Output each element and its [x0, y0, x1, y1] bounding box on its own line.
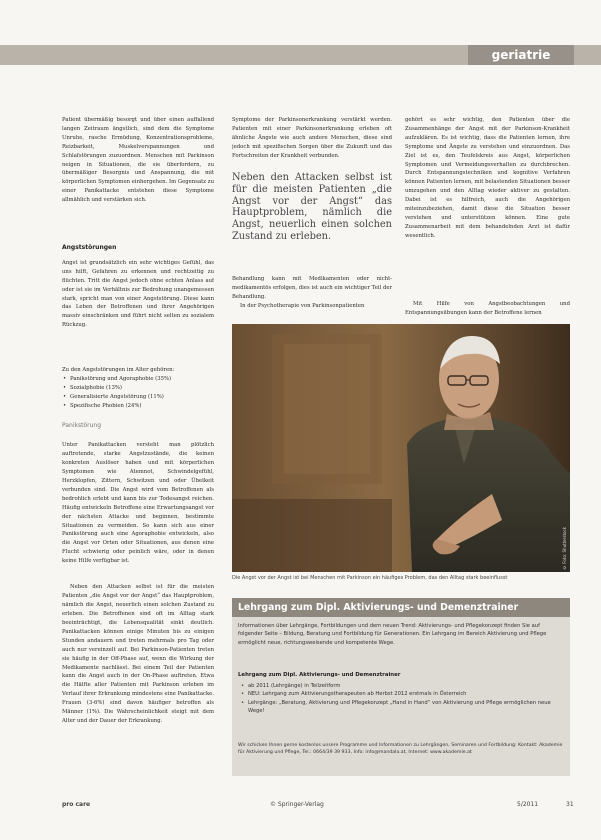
list-item: • Spezifische Phobien (24%) [70, 402, 214, 411]
paragraph-panik: Unter Panikattacken versteht man plötzlich auftretende, starke Angstzustände, die keinen konkreten Auslöser haben und mit körperlichen Symptomen wie Atemnot, Schwindelgefühl, Herzklopfen, Zittern, Schwitzen und oder Übelkeit verbunden sind. Die Angst wird vom Betroffenen als bedrohlich erlebt und kann bis zur Todesangst reichen. Häufig entwickeln Betroffene eine Erwartungsangst vor der nächsten Attacke und beginnen, bestimmte Situationen zu vermeiden. So kann sich aus einer Panikstörung auch eine Agoraphobie entwickeln, also die Angst vor Orten oder Situationen, aus denen eine Flucht schwierig oder peinlich wäre, oder in denen keine Hilfe verfügbar ist. [62, 442, 214, 565]
column-2-paragraph: Behandlung kann mit Medikamenten oder nicht-medikamentös erfolgen, dies ist auch ein wichtiger Teil der Behandlung. [232, 276, 392, 300]
anxiety-list [62, 375, 214, 411]
pull-quote: Neben den Attacken selbst ist für die meisten Patienten „die Angst vor der Angst“ das Hauptproblem, nämlich die Angst, neuerlich einen solchen Zustand zu erleben. [232, 172, 392, 242]
list-intro: Zu den Angststörungen im Alter gehören: [62, 366, 175, 373]
info-box-subtitle: Lehrgang zum Dipl. Aktivierungs- und Demenztrainer [238, 672, 401, 678]
info-box-item: • ab 2011 (Lehrgänge) in Teilzeitform [248, 682, 564, 690]
info-box-list [238, 682, 564, 716]
man-illustration [232, 324, 570, 572]
issue-number: 5/2011 [517, 801, 539, 808]
column-1 [62, 116, 214, 771]
paragraph-angst-vor-angst: Neben den Attacken selbst ist für die meisten Patienten „die Angst vor der Angst“ das Hauptproblem, nämlich die Angst, neuerlich einen solchen Zustand zu erleben. Die Betroffenen sind oft im Alltag stark beeinträchtigt, die Lebensqualität sinkt deutlich. Panikattacken können einige Minuten bis zu einigen Stunden andauern und treten mehrmals pro Tag oder auch nur vereinzelt auf. Bei Parkinson-Patienten treten sie häufig in der Off-Phase auf, wenn die Wirkung der Medikamente nachlässt. Bei einem Teil der Patienten kann die Angst auch in der On-Phase auftreten. Etwa die Hälfte aller Patienten mit Parkinson erleben im Verlauf ihrer Erkrankung mindestens eine Panikattacke. Frauen (3-6%) sind davon häufiger betroffen als Männer (1%). Die Wahrscheinlichkeit steigt mit dem Alter und der Dauer der Erkrankung. [62, 584, 214, 724]
heading-panikstoerung: Panikstörung [62, 422, 101, 430]
column-1-intro: Patient übermäßig besorgt und über einen auffallend langen Zeitraum ängstlich, sind dem die Symptome Unruhe, rasche Ermüdung, Konzentrationsprobleme, Reizbarkeit, Muskelverspannungen und Schlafstörungen zuzuordnen. Menschen mit Parkinson neigen in Situationen, die sie überfordern, zu übermäßiger Besorgnis und Anspannung, die mit körperlichen Symptomen einhergehen. Im Gegensatz zu einer Panikattacke entstehen diese Symptome allmählich und verstärken sich. [62, 117, 214, 204]
column-2-intro: Symptome der Parkinsonerkrankung verstärkt werden. Patienten mit einer Parkinsonerkrankung erleben oft ähnliche Ängste wie auch andere Menschen, diese sind jedoch mit spezifischen Sorgen über die Zukunft und das Fortschreiten der Krankheit verbunden. [232, 117, 392, 159]
column-3-paragraph: gehört es sehr wichtig, den Patienten über die Zusammenhänge der Angst mit der Parkinson-Krankheit aufzuklären. Es ist wichtig, dass die Patienten lernen, ihre Symptome und Ängste zu verstehen und einzuordnen. Das Ziel ist es, den Teufelskreis aus Angst, körperlichen Symptomen und Vermeidungsverhalten zu durchbrechen. Durch Entspannungstechniken und kognitive Verfahren können Patienten lernen, mit belastenden Situationen besser umzugehen und den Alltag wieder aktiver zu gestalten. Dabei ist es hilfreich, auch die Angehörigen miteinzubeziehen, damit diese die Situation besser verstehen und unterstützen können. Eine gute Zusammenarbeit mit dem behandelnden Arzt ist dafür wesentlich. [405, 117, 570, 239]
column-2-paragraph-end: In der Psychotherapie von Parkinsonpatienten [240, 303, 365, 309]
column-2 [232, 116, 392, 311]
column-3 [405, 116, 570, 318]
info-box-item: • Lehrgänge: „Beratung, Aktivierung und Pflegekonzept „Hand in Hand“ von Aktivierung und Pflege ermöglichen neue Wege! [248, 699, 564, 716]
publisher: © Springer-Verlag [270, 801, 324, 808]
paragraph-angst: Angst ist grundsätzlich ein sehr wichtiges Gefühl, das uns hilft, Gefahren zu erkennen und rechtzeitig zu flüchten. Tritt die Angst jedoch ohne echten Anlass auf oder ist sie im Verhältnis zur Bedrohung unangemessen stark, spricht man von einer Angststörung. Diese kann das Leben der Betroffenen und ihrer Angehörigen massiv einschränken und führt nicht selten zu sozialem Rückzug. [62, 259, 214, 329]
info-box-contact: Wir schicken Ihnen gerne kostenlos unsere Programme und Informationen zu Lehrgängen, Seminaren und Fortbildung: Kontakt: Akademie für Aktivierung und Pflege, Tel.: 0664/39 39 933, Info: info@mandalo.at, Internet: www.akademie.at [238, 743, 563, 755]
page-number: 31 [566, 801, 574, 808]
info-box-item: • NEU: Lehrgang zum Aktivierungstherapeuten ab Herbst 2012 erstmals in Österreich [248, 690, 564, 698]
photo-credit: © Foto: Shutterstock [562, 527, 567, 570]
man-photo [232, 324, 570, 572]
section-label: geriatrie [468, 45, 574, 65]
photo-caption: Die Angst vor der Angst ist bei Menschen mit Parkinson ein häufiges Problem, das den Alltag stark beeinflusst [232, 575, 508, 581]
column-3-paragraph-end: Mit Hilfe von Angstbeobachtungen und Entspannungsübungen kann der Betroffene lernen [405, 301, 570, 316]
journal-name: pro care [62, 801, 91, 808]
list-item: • Panikstörung und Agoraphobie (35%) [70, 375, 214, 384]
info-box-title: Lehrgang zum Dipl. Aktivierungs- und Demenztrainer [232, 598, 570, 617]
list-item: • Generalisierte Angststörung (11%) [70, 393, 214, 402]
list-item: • Sozialphobie (13%) [70, 384, 214, 393]
info-box-intro: Informationen über Lehrgänge, Fortbildungen und dem neuen Trend: Aktivierungs- und Pflegekonzept finden Sie auf folgender Seite – Bildung, Beratung und Fortbildung für Generationen. Ein Lehrgang im Bereich Aktivierung und Pflege ermöglicht neue, richtungsweisende und kompetente Wege. [238, 623, 547, 646]
heading-angststoerungen: Angststörungen [62, 244, 117, 251]
